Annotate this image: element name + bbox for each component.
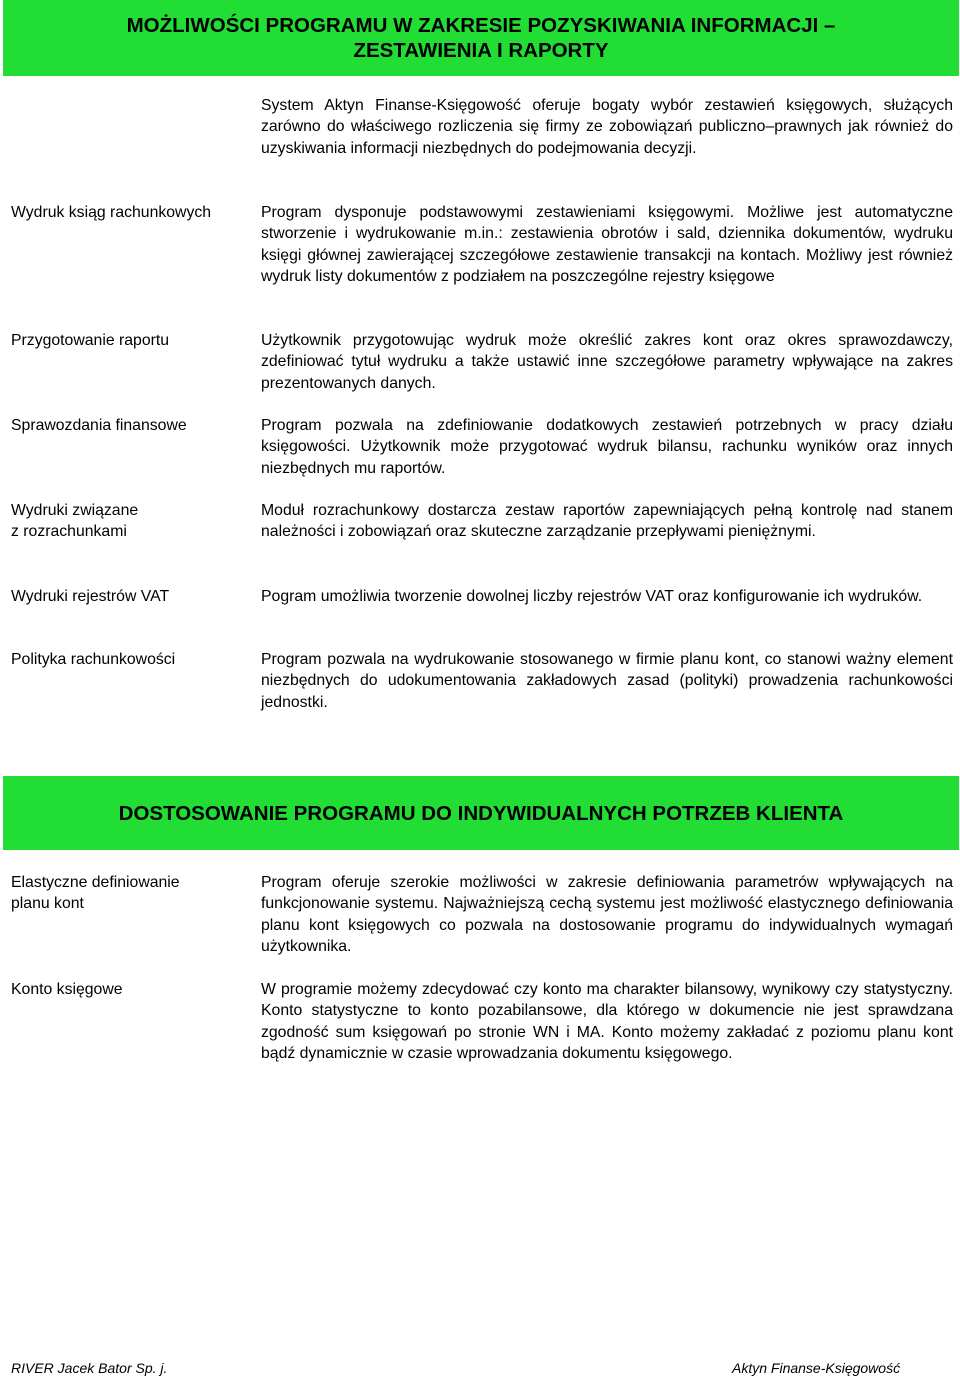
section1-title [127, 13, 836, 63]
label-elastyczne-definiowanie [11, 872, 251, 915]
section1-title-line1: MOŻLIWOŚCI PROGRAMU W ZAKRESIE POZYSKIWANIA INFORMACJI – [126, 14, 836, 37]
label-polityka-rachunkowosci: Polityka rachunkowości [11, 651, 176, 668]
section2-title: DOSTOSOWANIE PROGRAMU DO INDYWIDUALNYCH POTRZEB KLIENTA [118, 801, 844, 825]
text-rejestry-vat: Pogram umożliwia tworzenie dowolnej liczby rejestrów VAT oraz konfigurowanie ich wydruków. [261, 588, 923, 605]
label-wydruki-rozrachunki [11, 500, 251, 543]
text-wydruki-rozrachunki: Moduł rozrachunkowy dostarcza zestaw raportów zapewniających pełną kontrolę nad stanem należności i zobowiązań oraz skuteczne zarządzanie przepływami pieniężnymi. [261, 502, 953, 541]
label-elastyczne-definiowanie-line1: Elastyczne definiowanie [11, 874, 180, 891]
section1-title-line2: ZESTAWIENIA I RAPORTY [353, 39, 609, 62]
text-konto-ksiegowe: W programie możemy zdecydować czy konto ma charakter bilansowy, wynikowy czy statystyczny. Konto statystyczne to konto pozabilansowe, dla którego w dokumencie nie jest sprawdzana zgodność sum księgowań po stronie WN i MA. Konto możemy zakładać z poziomu planu kont bądź dynamicznie w czasie wprowadzania dokumentu księgowego. [261, 981, 953, 1062]
text-przygotowanie-raportu: Użytkownik przygotowując wydruk może określić zakres kont oraz okres sprawozdawczy, zdefiniować tytuł wydruku a także ustawić inne szczegółowe parametry wpływające na zakres prezentowanych danych. [261, 332, 953, 392]
label-wydruk-ksiag: Wydruk ksiąg rachunkowych [11, 204, 212, 221]
text-wydruk-ksiag: Program dysponuje podstawowymi zestawieniami księgowymi. Możliwe jest automatyczne stworzenie i wydrukowanie m.in.: zestawienia obrotów i sald, dziennika dokumentów, wydruku księgi głównej zawierającej szczegółowe zestawienie transakcji na kontach. Możliwy jest również wydruk listy dokumentów z podziałem na poszczególne rejestry księgowe [261, 204, 953, 285]
section2-banner [3, 776, 959, 850]
text-sprawozdania-finansowe: Program pozwala na zdefiniowanie dodatkowych zestawień potrzebnych w pracy działu księgowości. Użytkownik może przygotować wydruk bilansu, rachunku wyników oraz innych niezbędnych mu raportów. [261, 417, 953, 477]
label-elastyczne-definiowanie-line2: planu kont [11, 895, 84, 913]
text-polityka-rachunkowosci: Program pozwala na wydrukowanie stosowanego w firmie planu kont, co stanowi ważny element niezbędnych do udokumentowania zakładowych zasad (polityki) prowadzenia rachunkowości jednostki. [261, 651, 953, 711]
label-sprawozdania-finansowe: Sprawozdania finansowe [11, 417, 187, 434]
label-wydruki-rozrachunki-line1: Wydruki związane [11, 502, 139, 519]
footer-company: RIVER Jacek Bator Sp. j. [11, 1360, 168, 1376]
label-konto-ksiegowe: Konto księgowe [11, 981, 123, 998]
text-elastyczne-definiowanie: Program oferuje szerokie możliwości w zakresie definiowania parametrów wpływających na funkcjonowanie systemu. Najważniejszą cechą systemu jest możliwość elastycznego definiowania planu kont księgowych co pozwala na dostosowanie programu do indywidualnych wymagań użytkownika. [261, 874, 953, 955]
footer-product: Aktyn Finanse-Księgowość [732, 1360, 901, 1376]
section1-intro: System Aktyn Finanse-Księgowość oferuje bogaty wybór zestawień księgowych, służących zarówno do właściwego rozliczenia się firmy ze zobowiązań publiczno–prawnych jak również do uzyskiwania informacji niezbędnych do podejmowania decyzji. [261, 97, 953, 157]
label-rejestry-vat: Wydruki rejestrów VAT [11, 588, 170, 605]
label-wydruki-rozrachunki-line2: z rozrachunkami [11, 523, 127, 541]
section1-banner [3, 0, 959, 76]
label-przygotowanie-raportu: Przygotowanie raportu [11, 332, 170, 349]
